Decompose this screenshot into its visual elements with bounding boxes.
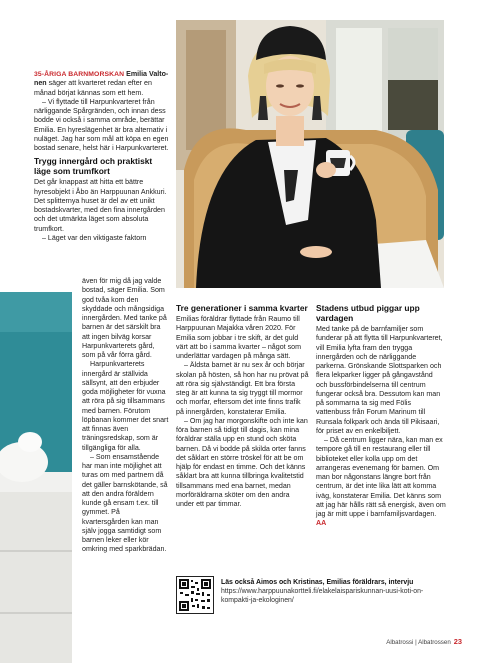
lead-kicker: 35-ÅRIGA BARNMORSKAN (34, 71, 125, 78)
section-heading-1: Trygg innergård och praktiskt läge som trumfkort (34, 156, 153, 177)
interior-photo (0, 292, 72, 663)
section1-paragraph-4: – Som ensamstående har man inte möjlighet att turas om med partnern då det gäller barnskötande, så att den andra föräldern kunde gå ensam t.ex. till gymmet. På kvartersgården kan man själv jogga samtidigt som barnen leker eller kör omkring med sparkbrädan. (82, 452, 168, 554)
lead-paragraph-2: – Vi flyttade till Harpunkvarteret från närliggande Spårgränden, och innan dess bodde vi också i samma område, berättar Emilia. En hyreslägenhet är bra alternativ i nuläget. Jag har som mål att köpa en egen bostad senare, helst här i Harpunkvarteret. (34, 97, 169, 152)
lead-name: Emilia Valto-nen (34, 70, 169, 88)
end-mark: AA (316, 519, 327, 528)
page-number: 23 (453, 637, 462, 646)
column-1 (34, 70, 169, 243)
section3-paragraph-2 (316, 436, 446, 529)
column-1-lower (82, 277, 169, 555)
read-more-title: Läs också Aimos och Kristinas, Emilias föräldrars, intervju (221, 579, 414, 586)
lead-paragraph (34, 70, 169, 98)
read-more-link[interactable]: https://www.harppuunakortteli.fi/elakelaispariskunnan-uusi-koti-on-kompakti-ja-ekologinen/ (221, 588, 424, 604)
column-3 (316, 300, 446, 529)
section3-paragraph-2-text: – Då centrum ligger nära, kan man ex tempore gå till en restaurang eller till biblioteket eller kolla upp om det arrangeras evenemang för barnen. Om man bor någonstans längre bort från centrum, är det inte lika lätt att komma iväg, konstaterar Emilia. Det känns som att jag här hålls rätt så energisk, även om jag är mitt uppe i barnfamiljsvardagen. (316, 436, 446, 518)
section1-paragraph-2a: – Läget var den viktigaste faktorn (42, 233, 147, 242)
section2-paragraph-1: Emilias föräldrar flyttade från Raumo till Harppuunan Majakka våren 2020. För Emilia som jobbar i tre skift, är det guld värt att bo i samma kvarter – något som underlättar vardagen på många sätt. (176, 315, 301, 360)
section-heading-2: Tre generationer i samma kvarter (176, 303, 308, 313)
read-more-box (221, 578, 446, 605)
section2-paragraph-3: – Om jag har morgonskifte och inte kan föra barnen så tidigt till dagis, kan mina föräldrar ställa upp en stund och sköta barnen. Då vi bodde på skilda orter fanns det såklart en större tröskel för att be om hjälp för endast en timme. Och det känns såklart bra att kunna tillbringa kvalitetstid tillsammans med ena barnet, medan morföräldrarna sköter om den andra under ett par timmar. (176, 416, 308, 508)
qr-code[interactable] (176, 576, 214, 614)
magazine-name: Albatrossi | Albatrossen (386, 639, 451, 646)
portrait-photo (176, 20, 444, 288)
section-heading-3: Stadens utbud piggar upp vardagen (316, 303, 420, 323)
section1-paragraph-3: Harpunkvarterets innergård är ställvida sällsynt, att den erbjuder goda möjligheter för vuxna att röra på sig tillsammans med barnen. Förutom löpbanan kommer det snart att finnas även träningsredskap, som är tillgängliga för alla. (82, 360, 169, 452)
lead-text: säger att kvarteret redan efter en månad börjat kännas som ett hem. (34, 79, 152, 97)
column-2 (176, 300, 309, 509)
section3-paragraph-1: Med tanke på de barnfamiljer som funderar på att flytta till Harpunkvarteret, vill Emilia lyfta fram den trygga innergården och de närliggande parkerna. Grönskande Slottsparken och flera lekparker ligger på gångavstånd och bussförbindelserna till centrum fungerar också bra. Dessutom kan man på sommarna ta sig med Fölis vattenbuss från Forum Marinum till Runsala folkpark och ända till Pikisaari, för priset av en enkelbiljett. (316, 325, 443, 435)
section2-paragraph-2: – Äldsta barnet är nu sex år och börjar skolan på hösten, så hon har nu prövat på att röra sig självständigt. Ett bra första steg är att kunna ta sig tryggt till mormor och morfar, eftersom det inte finns trafik på innergården, konstaterar Emilia. (176, 361, 309, 416)
section1-paragraph-2b: även för mig då jag valde bostad, säger Emilia. Som god tvåa kom den skyddade och mångsidiga innergården. Med tanke på barnen är det särskilt bra att ingen bilväg korsar Harpunkvarterets gård, som på vår förra gård. (82, 277, 167, 359)
page-footer (386, 637, 462, 646)
section1-paragraph-1: Det går knappast att hitta ett bättre hyresobjekt i Åbo än Harppuunan Ankkuri. Det splitternya huset är del av ett unikt bostadskvarter, med den fina innergården och det utmärkta läget som absoluta trumfkort. (34, 178, 167, 233)
